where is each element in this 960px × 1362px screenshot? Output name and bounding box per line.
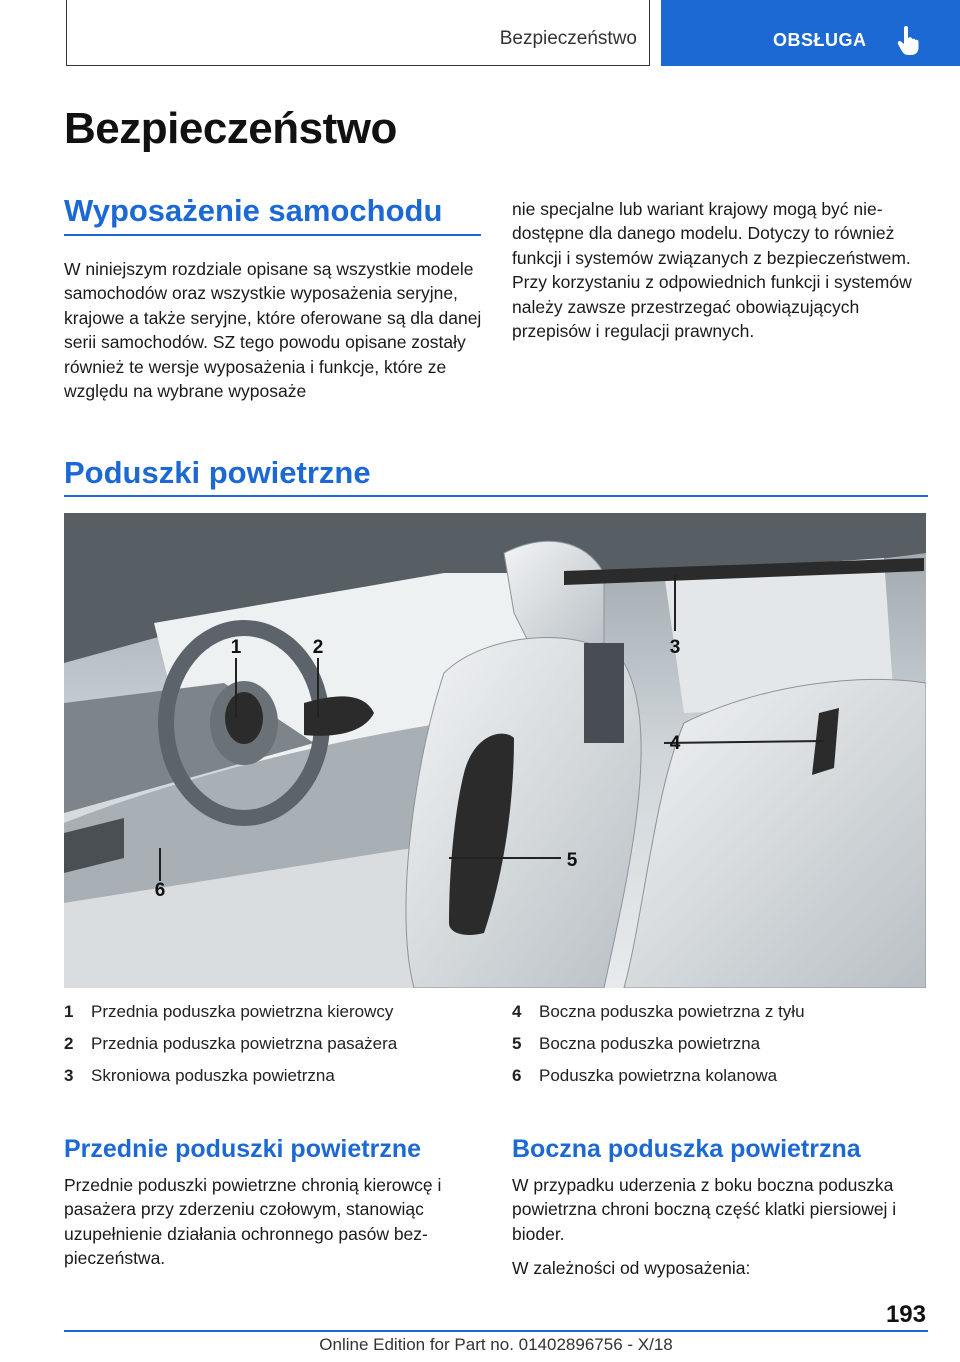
legend-item: 5 Boczna poduszka powietrzna bbox=[512, 1034, 761, 1053]
side-airbag-text bbox=[512, 1173, 927, 1291]
legend-item: 6 Poduszka powietrzna kolanowa bbox=[512, 1066, 778, 1085]
legend-right bbox=[512, 996, 927, 1092]
page-number: 193 bbox=[885, 1301, 926, 1328]
callout-4: 4 bbox=[669, 733, 681, 754]
legend-item: 2 Przednia poduszka powietrzna pasażera bbox=[64, 1034, 398, 1053]
side-airbag-paragraph-1: W przypadku uderzenia z boku boczna poduszka powietrzna chroni boczną część klatki piersiowej i bioder. bbox=[512, 1175, 897, 1244]
page-header bbox=[0, 0, 960, 66]
header-section-tab bbox=[66, 0, 650, 66]
callout-1: 1 bbox=[230, 637, 242, 658]
subheading-side-airbag: Boczna poduszka powietrzna bbox=[512, 1135, 861, 1163]
legend-left bbox=[64, 996, 484, 1092]
callout-5: 5 bbox=[566, 850, 578, 871]
footer-edition: Online Edition for Part no. 01402896756 - X/18 bbox=[319, 1335, 673, 1354]
section-rule bbox=[64, 495, 928, 497]
pointing-hand-icon bbox=[897, 26, 919, 56]
front-airbags-paragraph: Przednie poduszki powietrzne chronią kierowcę i pasażera przy zderzeniu czołowym, stanowiąc uzupełnienie działania ochronnego pasów bezpieczeństwa. bbox=[64, 1175, 442, 1269]
header-section-title: Bezpieczeństwo bbox=[499, 28, 637, 49]
equipment-text-col1 bbox=[64, 257, 482, 413]
subheading-front-airbags: Przednie poduszki powietrzne bbox=[64, 1135, 421, 1163]
front-airbags-text bbox=[64, 1173, 482, 1281]
equipment-text-col2 bbox=[512, 197, 927, 353]
footer-rule bbox=[64, 1330, 928, 1332]
page-title: Bezpieczeństwo bbox=[64, 104, 397, 153]
section-heading-equipment: Wyposażenie samochodu bbox=[64, 193, 443, 228]
side-airbag-paragraph-2: W zależności od wyposażenia: bbox=[512, 1258, 751, 1279]
callout-3: 3 bbox=[669, 637, 681, 658]
equipment-paragraph-1: W niniejszym rozdziale opisane są wszystkie modele samochodów oraz wszystkie wyposażenia seryjne, krajowe a także seryjne, które oferowane są dla danej serii samochodów. SZ tego powodu opisane zostały również te wersje wyposażenia i funkcje, które ze względu na wybrane wyposaże bbox=[64, 259, 482, 402]
callout-6: 6 bbox=[154, 880, 166, 901]
header-chapter-tab bbox=[661, 0, 960, 66]
airbag-illustration bbox=[64, 513, 926, 988]
legend-item: 3 Skroniowa poduszka powietrzna bbox=[64, 1066, 335, 1085]
legend-item: 1 Przednia poduszka powietrzna kierowcy bbox=[64, 1002, 394, 1021]
callout-2: 2 bbox=[312, 637, 324, 658]
section-heading-airbags: Poduszki powietrzne bbox=[64, 455, 371, 490]
section-rule bbox=[64, 234, 481, 236]
header-chapter-title: OBSŁUGA bbox=[773, 30, 867, 50]
equipment-paragraph-2: nie specjalne lub wariant krajowy mogą być niedostępne dla danego modelu. Dotyczy to również funkcji i systemów związanych z bezpieczeństwem. Przy korzystaniu z odpowiednich funkcji i systemów należy zawsze przestrzegać obowiązujących przepisów i regulacji prawnych. bbox=[512, 199, 912, 342]
legend-item: 4 Boczna poduszka powietrzna z tyłu bbox=[512, 1002, 805, 1021]
